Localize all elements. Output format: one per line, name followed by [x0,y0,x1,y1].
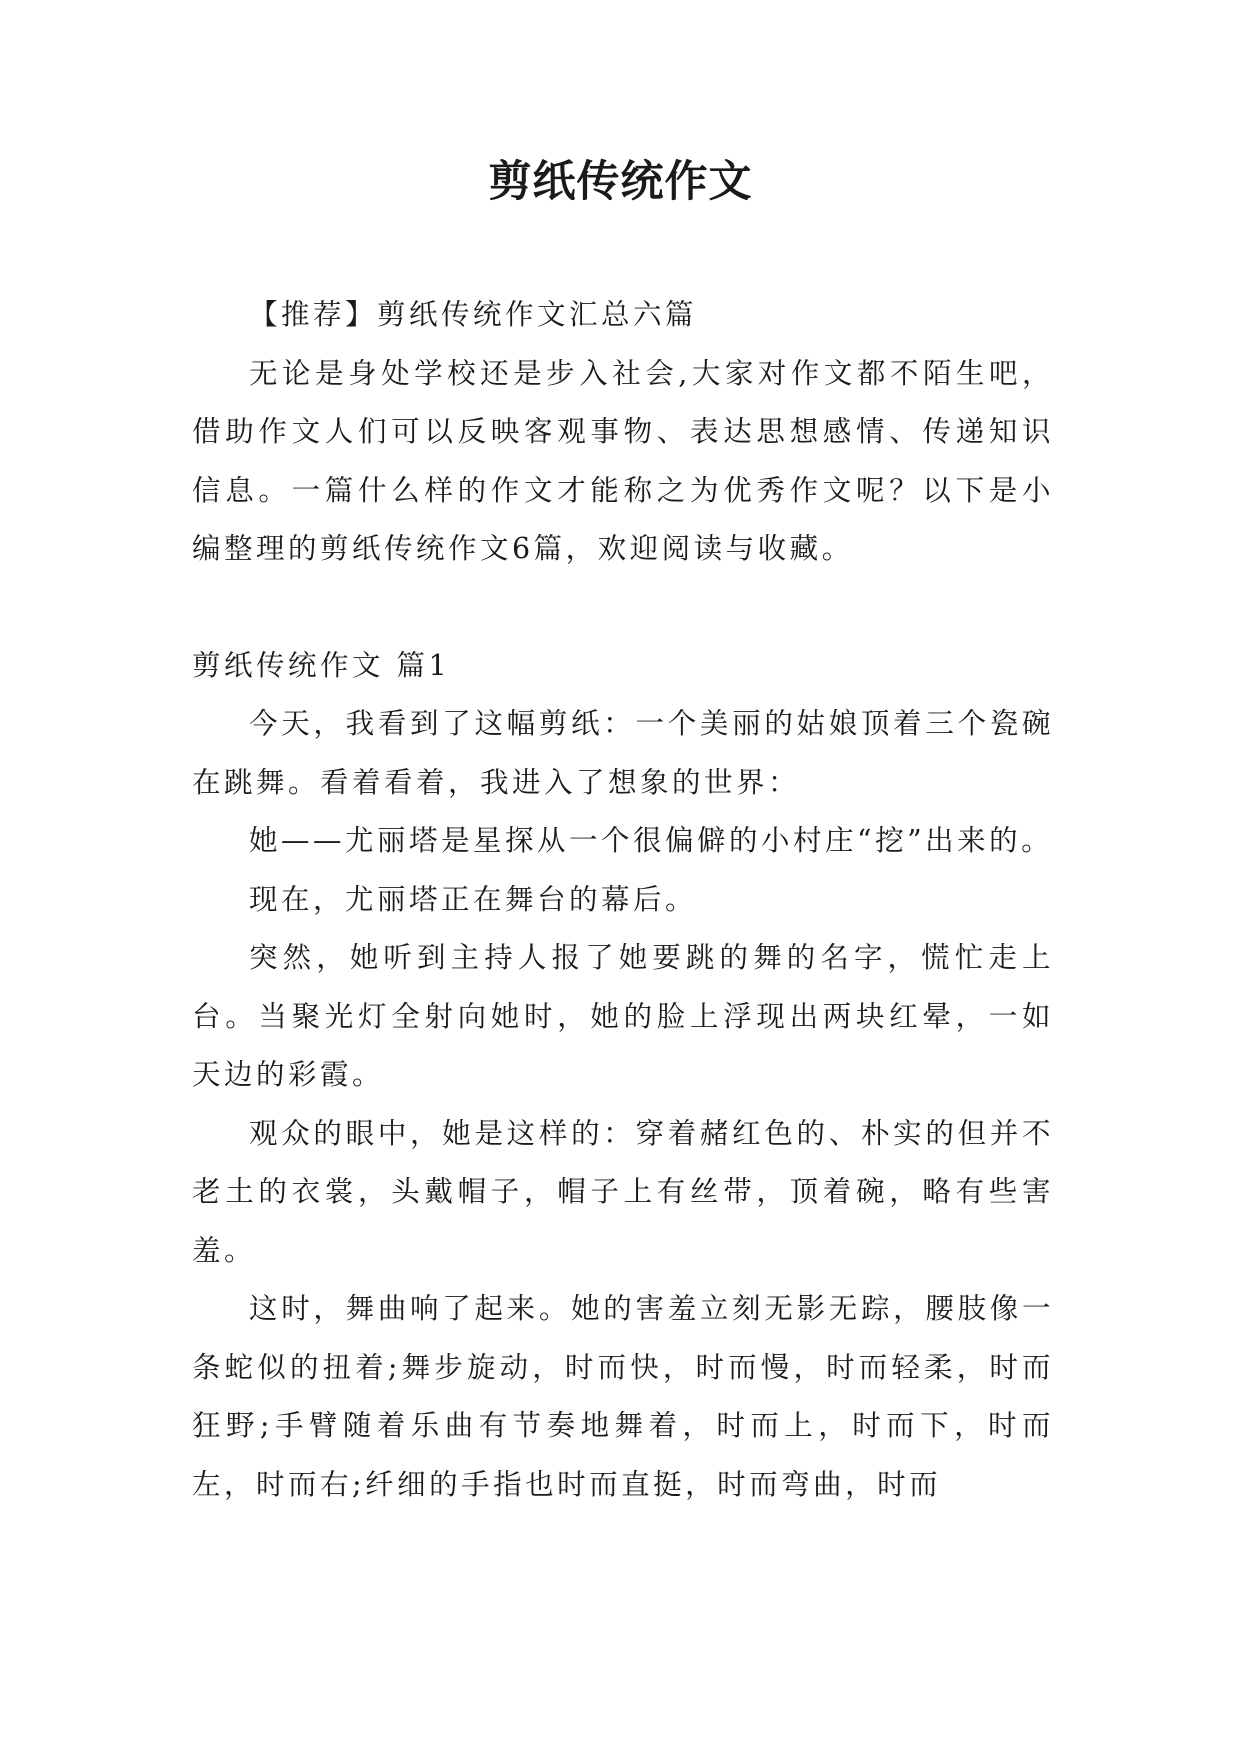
document-body [192,286,1054,1514]
body-paragraph: 这时，舞曲响了起来。她的害羞立刻无影无踪，腰肢像一条蛇似的扭着;舞步旋动，时而快，时而慢，时而轻柔，时而狂野;手臂随着乐曲有节奏地舞着，时而上，时而下，时而左，时而右;纤细的手指也时而直挺，时而弯曲，时而 [192,1292,1054,1501]
body-paragraph: 今天，我看到了这幅剪纸：一个美丽的姑娘顶着三个瓷碗在跳舞。看着看着，我进入了想象的世界： [192,707,1054,799]
section-spacer [192,579,1054,637]
document-subtitle: 【推荐】剪纸传统作文汇总六篇 [249,298,698,331]
body-paragraph: 她——尤丽塔是星探从一个很偏僻的小村庄“挖”出来的。 [249,824,1054,857]
body-paragraph: 观众的眼中，她是这样的：穿着赭红色的、朴实的但并不老土的衣裳，头戴帽子，帽子上有丝带，顶着碗，略有些害羞。 [192,1116,1054,1267]
body-paragraph: 突然，她听到主持人报了她要跳的舞的名字，慌忙走上台。当聚光灯全射向她时，她的脸上浮现出两块红晕，一如天边的彩霞。 [192,941,1054,1091]
intro-paragraph: 无论是身处学校还是步入社会,大家对作文都不陌生吧，借助作文人们可以反映客观事物、表达思想感情、传递知识信息。一篇什么样的作文才能称之为优秀作文呢？以下是小编整理的剪纸传统作文6篇，欢迎阅读与收藏。 [192,356,1054,565]
section-heading: 剪纸传统作文 篇1 [192,648,451,682]
body-paragraph: 现在，尤丽塔正在舞台的幕后。 [249,882,698,916]
document-title: 剪纸传统作文 [488,157,753,207]
